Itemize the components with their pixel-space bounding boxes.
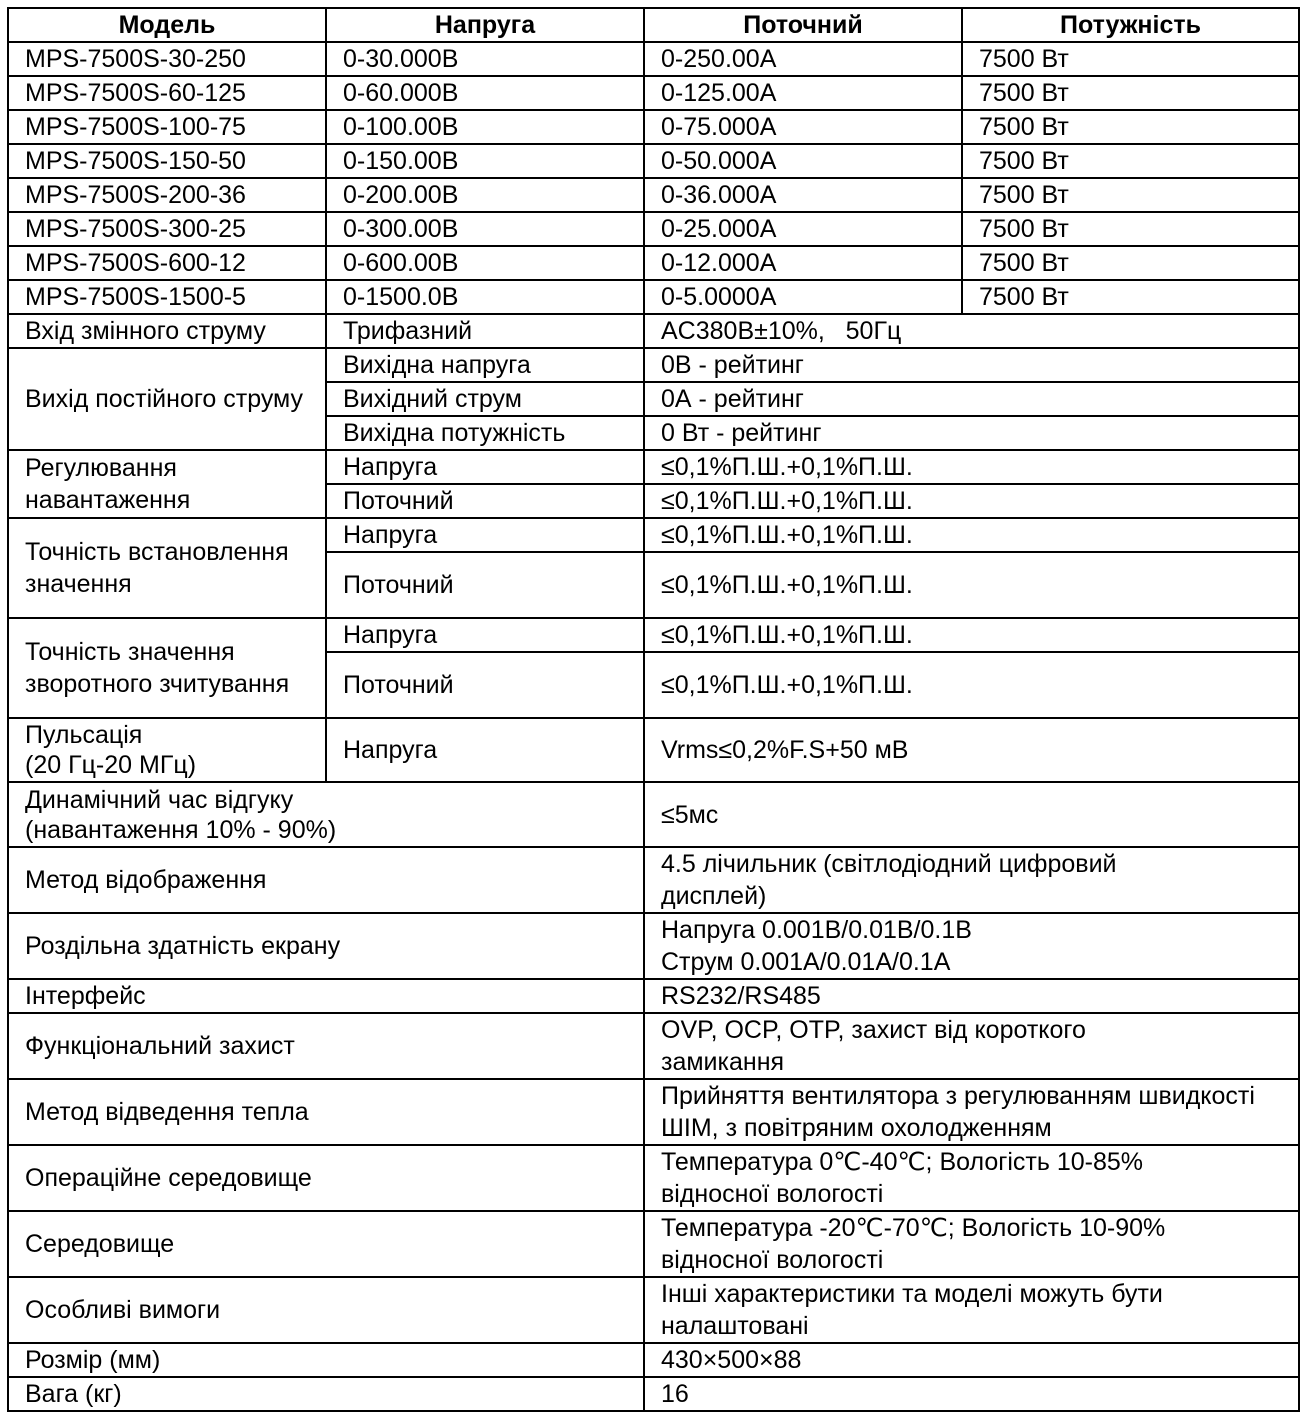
cooling-label: Метод відведення тепла	[8, 1079, 644, 1145]
dc-output-name: Вихідна напруга	[326, 348, 644, 382]
interface-label: Інтерфейс	[8, 979, 644, 1013]
operating-env-value: Температура 0℃-40℃; Вологість 10-85% відносної вологості	[644, 1145, 1299, 1211]
model-cell: MPS-7500S-600-12	[8, 246, 326, 280]
protection-row	[8, 1013, 1299, 1079]
power-cell: 7500 Вт	[962, 110, 1299, 144]
readback-accuracy-name: Напруга	[326, 618, 644, 652]
setting-accuracy-value: ≤0,1%П.Ш.+0,1%П.Ш.	[644, 552, 1299, 618]
storage-env-value: Температура -20℃-70℃; Вологість 10-90% відносної вологості	[644, 1211, 1299, 1277]
setting-accuracy-value: ≤0,1%П.Ш.+0,1%П.Ш.	[644, 518, 1299, 552]
dynamic-response-label-line1: Динамічний час відгуку	[25, 785, 294, 814]
storage-env-row	[8, 1211, 1299, 1277]
dc-output-label: Вихід постійного струму	[8, 348, 326, 450]
display-resolution-line1: Напруга 0.001В/0.01В/0.1В	[661, 916, 972, 944]
display-resolution-row	[8, 913, 1299, 979]
weight-row	[8, 1377, 1299, 1411]
operating-env-label: Операційне середовище	[8, 1145, 644, 1211]
model-cell: MPS-7500S-200-36	[8, 178, 326, 212]
spec-table	[7, 7, 1300, 1412]
cooling-value: Прийняття вентилятора з регулюванням швидкості ШІМ, з повітряним охолодженням	[644, 1079, 1299, 1145]
header-power: Потужність	[962, 8, 1299, 42]
protection-value: OVP, OCP, OTP, захист від короткого замикання	[644, 1013, 1299, 1079]
load-regulation-row	[8, 450, 1299, 484]
ripple-name: Напруга	[326, 718, 644, 782]
operating-env-row	[8, 1145, 1299, 1211]
power-cell: 7500 Вт	[962, 76, 1299, 110]
ripple-row	[8, 718, 1299, 782]
setting-accuracy-name: Поточний	[326, 552, 644, 618]
dc-output-value: 0 Вт - рейтинг	[644, 416, 1299, 450]
voltage-cell: 0-1500.0В	[326, 280, 644, 314]
dynamic-response-label	[8, 782, 644, 847]
special-row	[8, 1277, 1299, 1343]
voltage-cell: 0-60.000В	[326, 76, 644, 110]
current-cell: 0-36.000A	[644, 178, 962, 212]
readback-accuracy-value: ≤0,1%П.Ш.+0,1%П.Ш.	[644, 618, 1299, 652]
table-row	[8, 212, 1299, 246]
load-regulation-name: Поточний	[326, 484, 644, 518]
power-cell: 7500 Вт	[962, 280, 1299, 314]
dynamic-response-value: ≤5мс	[644, 782, 1299, 847]
weight-label: Вага (кг)	[8, 1377, 644, 1411]
current-cell: 0-5.0000A	[644, 280, 962, 314]
voltage-cell: 0-30.000В	[326, 42, 644, 76]
setting-accuracy-label: Точність встановлення значення	[8, 518, 326, 618]
display-resolution-value	[644, 913, 1299, 979]
model-cell: MPS-7500S-30-250	[8, 42, 326, 76]
voltage-cell: 0-200.00В	[326, 178, 644, 212]
current-cell: 0-125.00A	[644, 76, 962, 110]
table-row	[8, 42, 1299, 76]
model-cell: MPS-7500S-100-75	[8, 110, 326, 144]
display-method-label: Метод відображення	[8, 847, 644, 913]
ripple-label-line1: Пульсація	[25, 721, 143, 749]
weight-value: 16	[644, 1377, 1299, 1411]
dynamic-response-row	[8, 782, 1299, 847]
size-value: 430×500×88	[644, 1343, 1299, 1377]
power-cell: 7500 Вт	[962, 178, 1299, 212]
model-cell: MPS-7500S-300-25	[8, 212, 326, 246]
special-label: Особливі вимоги	[8, 1277, 644, 1343]
current-cell: 0-75.000A	[644, 110, 962, 144]
table-row	[8, 110, 1299, 144]
table-row	[8, 280, 1299, 314]
load-regulation-value: ≤0,1%П.Ш.+0,1%П.Ш.	[644, 450, 1299, 484]
display-method-value: 4.5 лічильник (світлодіодний цифровий дисплей)	[644, 847, 1299, 913]
setting-accuracy-name: Напруга	[326, 518, 644, 552]
ripple-label-line2: (20 Гц-20 МГц)	[25, 751, 197, 779]
interface-value: RS232/RS485	[644, 979, 1299, 1013]
model-cell: MPS-7500S-1500-5	[8, 280, 326, 314]
voltage-cell: 0-150.00В	[326, 144, 644, 178]
protection-label: Функціональний захист	[8, 1013, 644, 1079]
display-method-row	[8, 847, 1299, 913]
table-row	[8, 178, 1299, 212]
ac-input-label: Вхід змінного струму	[8, 314, 326, 348]
ripple-value: Vrms≤0,2%F.S+50 мВ	[644, 718, 1299, 782]
readback-accuracy-row	[8, 618, 1299, 652]
header-model: Модель	[8, 8, 326, 42]
size-row	[8, 1343, 1299, 1377]
power-cell: 7500 Вт	[962, 212, 1299, 246]
load-regulation-label: Регулювання навантаження	[8, 450, 326, 518]
readback-accuracy-name: Поточний	[326, 652, 644, 718]
special-value: Інші характеристики та моделі можуть бути налаштовані	[644, 1277, 1299, 1343]
readback-accuracy-value: ≤0,1%П.Ш.+0,1%П.Ш.	[644, 652, 1299, 718]
display-resolution-line2: Струм 0.001A/0.01A/0.1A	[661, 948, 951, 976]
current-cell: 0-25.000A	[644, 212, 962, 246]
dc-output-row	[8, 348, 1299, 382]
power-cell: 7500 Вт	[962, 144, 1299, 178]
voltage-cell: 0-300.00В	[326, 212, 644, 246]
model-cell: MPS-7500S-150-50	[8, 144, 326, 178]
voltage-cell: 0-600.00В	[326, 246, 644, 280]
header-voltage: Напруга	[326, 8, 644, 42]
ac-input-value: AC380В±10%, 50Гц	[644, 314, 1299, 348]
readback-accuracy-label: Точність значення зворотного зчитування	[8, 618, 326, 718]
ac-input-type: Трифазний	[326, 314, 644, 348]
size-label: Розмір (мм)	[8, 1343, 644, 1377]
dc-output-name: Вихідний струм	[326, 382, 644, 416]
model-cell: MPS-7500S-60-125	[8, 76, 326, 110]
current-cell: 0-12.000A	[644, 246, 962, 280]
current-cell: 0-50.000A	[644, 144, 962, 178]
dc-output-value: 0А - рейтинг	[644, 382, 1299, 416]
table-row	[8, 76, 1299, 110]
header-current: Поточний	[644, 8, 962, 42]
load-regulation-value: ≤0,1%П.Ш.+0,1%П.Ш.	[644, 484, 1299, 518]
dc-output-name: Вихідна потужність	[326, 416, 644, 450]
display-resolution-label: Роздільна здатність екрану	[8, 913, 644, 979]
voltage-cell: 0-100.00В	[326, 110, 644, 144]
ripple-label	[8, 718, 326, 782]
cooling-row	[8, 1079, 1299, 1145]
power-cell: 7500 Вт	[962, 246, 1299, 280]
dc-output-value: 0В - рейтинг	[644, 348, 1299, 382]
header-row	[8, 8, 1299, 42]
table-row	[8, 246, 1299, 280]
load-regulation-name: Напруга	[326, 450, 644, 484]
ac-input-row	[8, 314, 1299, 348]
storage-env-label: Середовище	[8, 1211, 644, 1277]
current-cell: 0-250.00A	[644, 42, 962, 76]
interface-row	[8, 979, 1299, 1013]
power-cell: 7500 Вт	[962, 42, 1299, 76]
table-row	[8, 144, 1299, 178]
dynamic-response-label-line2: (навантаження 10% - 90%)	[25, 815, 337, 844]
setting-accuracy-row	[8, 518, 1299, 552]
